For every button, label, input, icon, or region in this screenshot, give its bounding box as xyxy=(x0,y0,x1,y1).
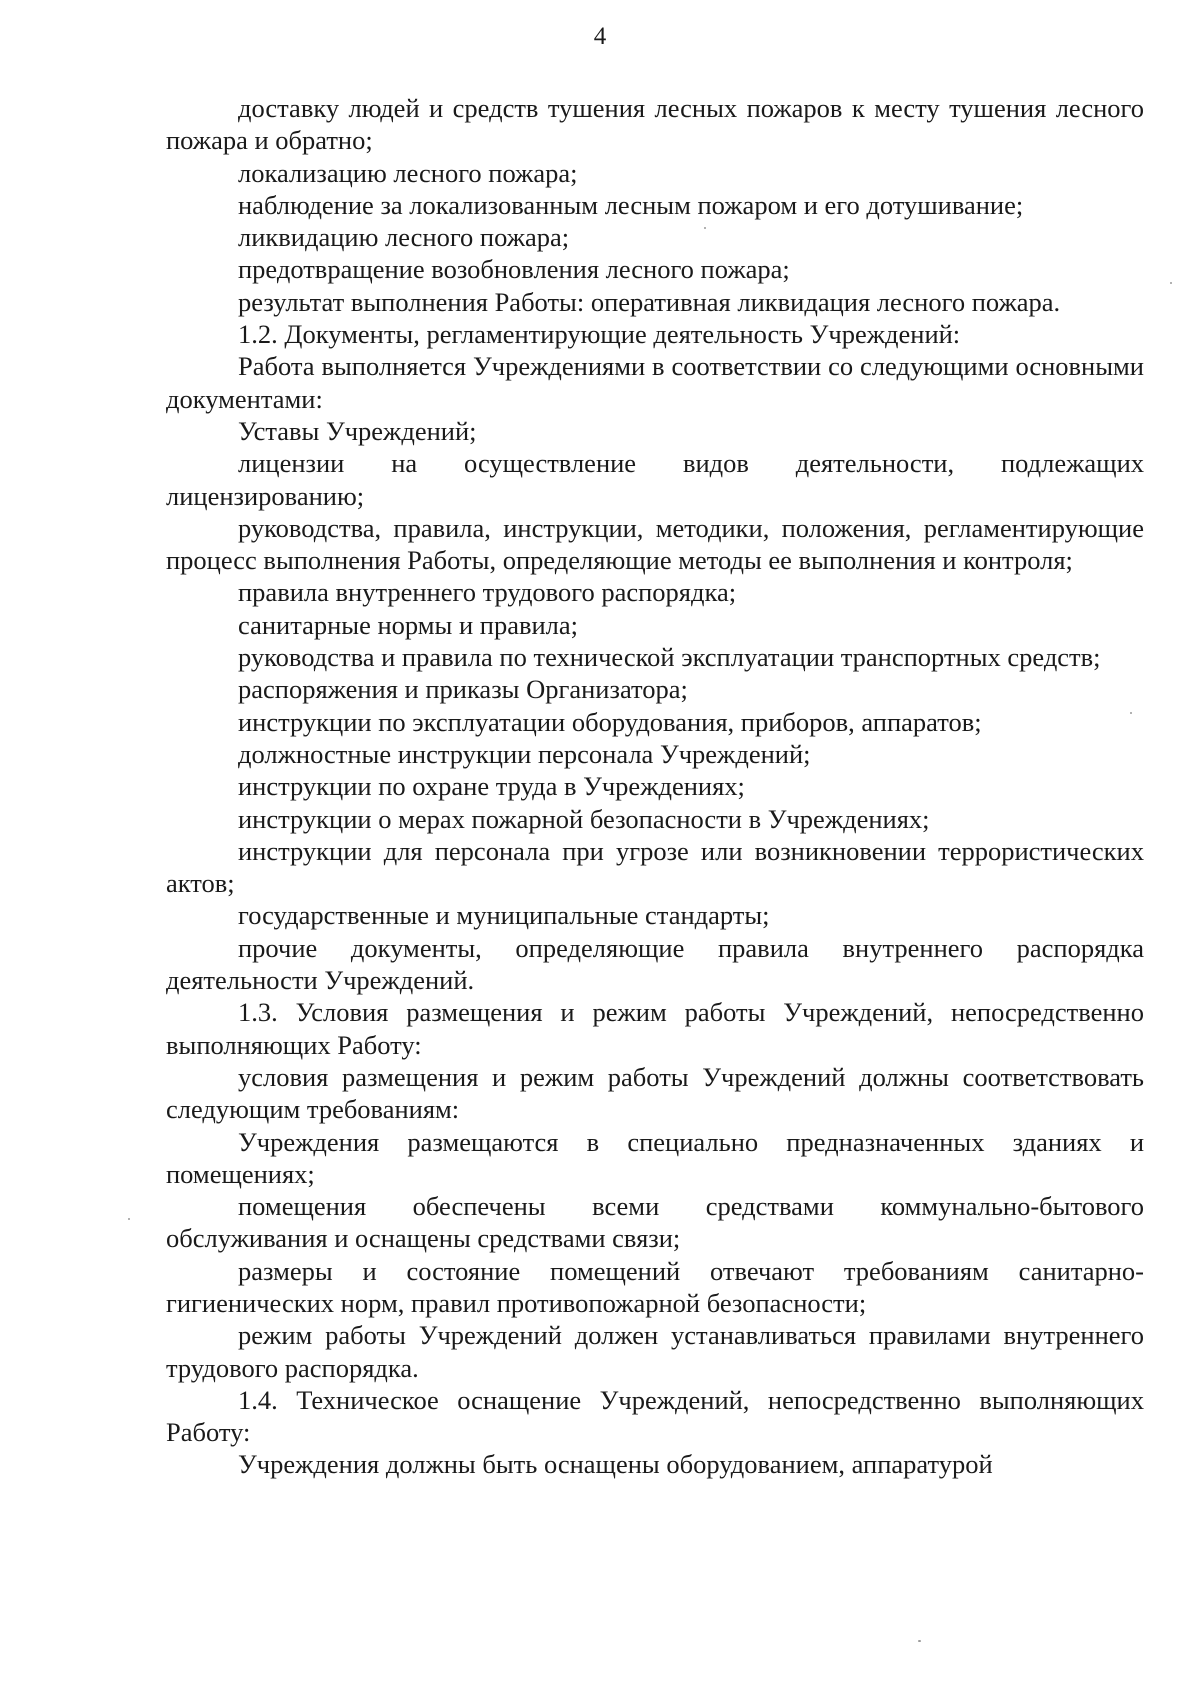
work-result: результат выполнения Работы: оперативная ликвидация лесного пожара. xyxy=(238,286,1061,317)
document-body xyxy=(166,92,1144,1481)
list-item-sizes: размеры и состояние помещений отвечают требованиям санитарно-гигиенических норм, правил противопожарной безопасности; xyxy=(166,1255,1144,1318)
section-intro-conditions: условия размещения и режим работы Учреждений должны соответствовать следующим требованиям: xyxy=(166,1061,1144,1125)
list-item-prevention: предотвращение возобновления лесного пожара; xyxy=(238,254,790,285)
section-heading-1-2: 1.2. Документы, регламентирующие деятельность Учреждений: xyxy=(238,319,961,350)
list-item-standards: государственные и муниципальные стандарты; xyxy=(238,900,770,931)
scan-speck xyxy=(704,227,706,229)
page-number: 4 xyxy=(593,23,607,50)
list-item-delivery: доставку людей и средств тушения лесных пожаров к месту тушения лесного пожара и обратно; xyxy=(166,93,1144,156)
list-item-equipment-instructions: инструкции по эксплуатации оборудования, приборов, аппаратов; xyxy=(238,706,982,737)
list-item-premises: помещения обеспечены всеми средствами коммунально-бытового обслуживания и оснащены средствами связи; xyxy=(166,1191,1144,1254)
list-item-charters: Уставы Учреждений; xyxy=(238,415,477,446)
section-text-equipment: Учреждения должны быть оснащены оборудованием, аппаратурой xyxy=(238,1449,993,1480)
list-item-labor-rules: правила внутреннего трудового распорядка; xyxy=(238,577,737,608)
section-heading-1-3: 1.3. Условия размещения и режим работы Учреждений, непосредственно выполняющих Работу: xyxy=(166,997,1144,1060)
list-item-sanitary-norms: санитарные нормы и правила; xyxy=(238,609,579,640)
list-item-observation: наблюдение за локализованным лесным пожаром и его дотушивание; xyxy=(238,189,1024,220)
list-item-localization: локализацию лесного пожара; xyxy=(238,157,578,188)
list-item-liquidation: ликвидацию лесного пожара; xyxy=(238,222,570,253)
list-item-terrorism: инструкции для персонала при угрозе или возникновении террористических актов; xyxy=(166,835,1144,899)
list-item-vehicle-manuals: руководства и правила по технической эксплуатации транспортных средств; xyxy=(238,642,1101,673)
list-item-safety-instructions: инструкции по охране труда в Учреждениях; xyxy=(238,771,745,802)
list-item-job-instructions: должностные инструкции персонала Учреждений; xyxy=(238,738,811,769)
scan-speck xyxy=(128,1218,130,1220)
list-item-fire-safety: инструкции о мерах пожарной безопасности в Учреждениях; xyxy=(238,803,930,834)
section-intro-documents: Работа выполняется Учреждениями в соответствии со следующими основными документами: xyxy=(166,351,1144,414)
scan-speck xyxy=(1170,282,1172,284)
list-item-work-schedule: режим работы Учреждений должен устанавливаться правилами внутреннего трудового распорядка. xyxy=(166,1320,1144,1383)
list-item-buildings: Учреждения размещаются в специально предназначенных зданиях и помещениях; xyxy=(166,1126,1144,1189)
list-item-licenses: лицензии на осуществление видов деятельности, подлежащих лицензированию; xyxy=(166,448,1144,511)
scan-speck xyxy=(918,1640,921,1642)
section-heading-1-4: 1.4. Техническое оснащение Учреждений, непосредственно выполняющих Работу: xyxy=(166,1384,1144,1448)
list-item-other-documents: прочие документы, определяющие правила внутреннего распорядка деятельности Учреждений. xyxy=(166,932,1144,996)
list-item-manuals: руководства, правила, инструкции, методики, положения, регламентирующие процесс выполнения Работы, определяющие методы ее выполнения и контроля; xyxy=(166,512,1144,576)
list-item-orders: распоряжения и приказы Организатора; xyxy=(238,674,688,705)
scan-speck xyxy=(1130,712,1132,714)
